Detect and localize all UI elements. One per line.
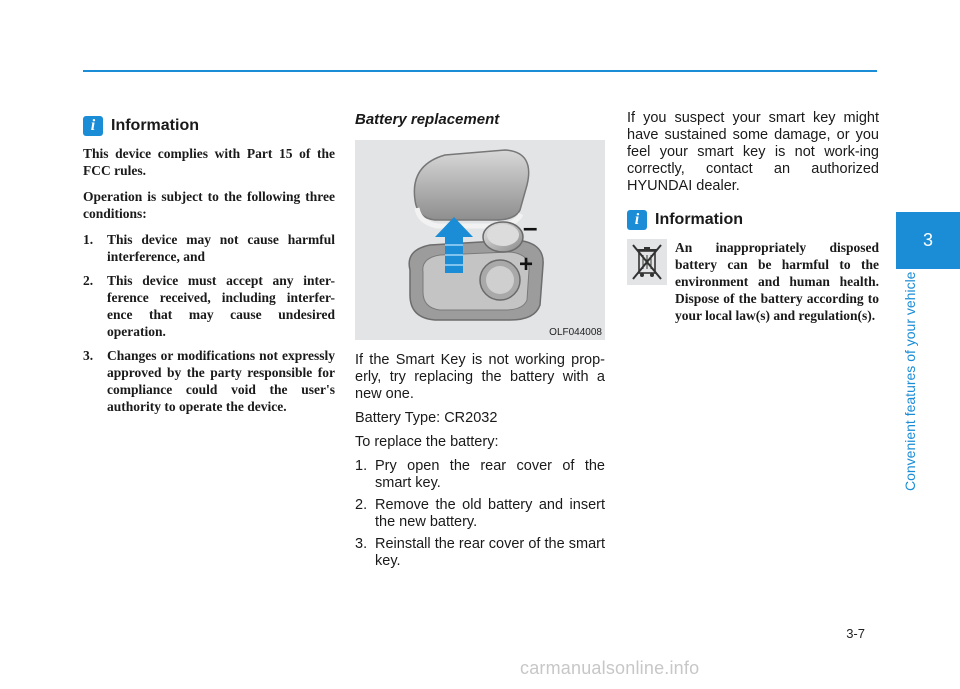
chapter-tab: 3 xyxy=(896,212,960,269)
info-icon: i xyxy=(83,116,103,136)
fcc-information-section xyxy=(83,110,335,422)
fcc-paragraph: This device complies with Part 15 of the FCC rules. xyxy=(83,146,335,178)
info-title: Information xyxy=(655,211,743,228)
info-title: Information xyxy=(111,117,199,134)
condition-item: 3. Changes or modifications not expressly approved by the party responsible for compliance could void the user's authority to operate the device. xyxy=(83,348,335,414)
info-icon: i xyxy=(627,210,647,230)
page-number: 3-7 xyxy=(846,626,865,641)
battery-replacement-section xyxy=(355,110,605,575)
conditions-intro: Operation is subject to the following three conditions: xyxy=(83,189,335,221)
step-item: 1. Pry open the rear cover of the smart key. xyxy=(355,458,605,491)
step-item: 2. Remove the old battery and insert the new battery. xyxy=(355,497,605,530)
info-heading xyxy=(627,209,879,231)
plus-sign: + xyxy=(519,251,534,278)
chapter-title: Convenient features of your vehicle xyxy=(902,271,918,491)
battery-figure xyxy=(355,140,605,340)
step-item: 3. Reinstall the rear cover of the smart key. xyxy=(355,536,605,569)
header-rule xyxy=(83,70,877,72)
chapter-title-vertical xyxy=(896,269,924,499)
figure-label: OLF044008 xyxy=(549,327,602,338)
condition-item: 1. This device may not cause harmful interference, and xyxy=(83,232,335,264)
battery-paragraph: If the Smart Key is not working prop-erly, try replacing the battery with a new one. xyxy=(355,352,605,402)
steps-intro: To replace the battery: xyxy=(355,434,499,450)
disposal-warning: An inappropriately disposed battery can be harmful to the environment and human health. Dispose of the battery according to your local law(s) and regulation(s). xyxy=(675,240,879,323)
condition-item: 2. This device must accept any inter-ference received, including interfer-ence that may cause undesired operation. xyxy=(83,273,335,339)
minus-sign: – xyxy=(523,212,538,242)
info-heading xyxy=(83,115,335,137)
watermark: carmanualsonline.info xyxy=(520,658,700,678)
smart-key-illustration xyxy=(355,140,605,340)
crossed-out-bin-icon xyxy=(627,239,667,285)
section-title: Battery replacement xyxy=(355,111,500,128)
damage-paragraph: If you suspect your smart key might have sustained some damage, or you feel your smart key is not work-ing correctly, contact an authorized HYUNDAI dealer. xyxy=(627,110,879,194)
damage-and-disposal-section xyxy=(627,110,879,324)
battery-type: Battery Type: CR2032 xyxy=(355,410,498,426)
